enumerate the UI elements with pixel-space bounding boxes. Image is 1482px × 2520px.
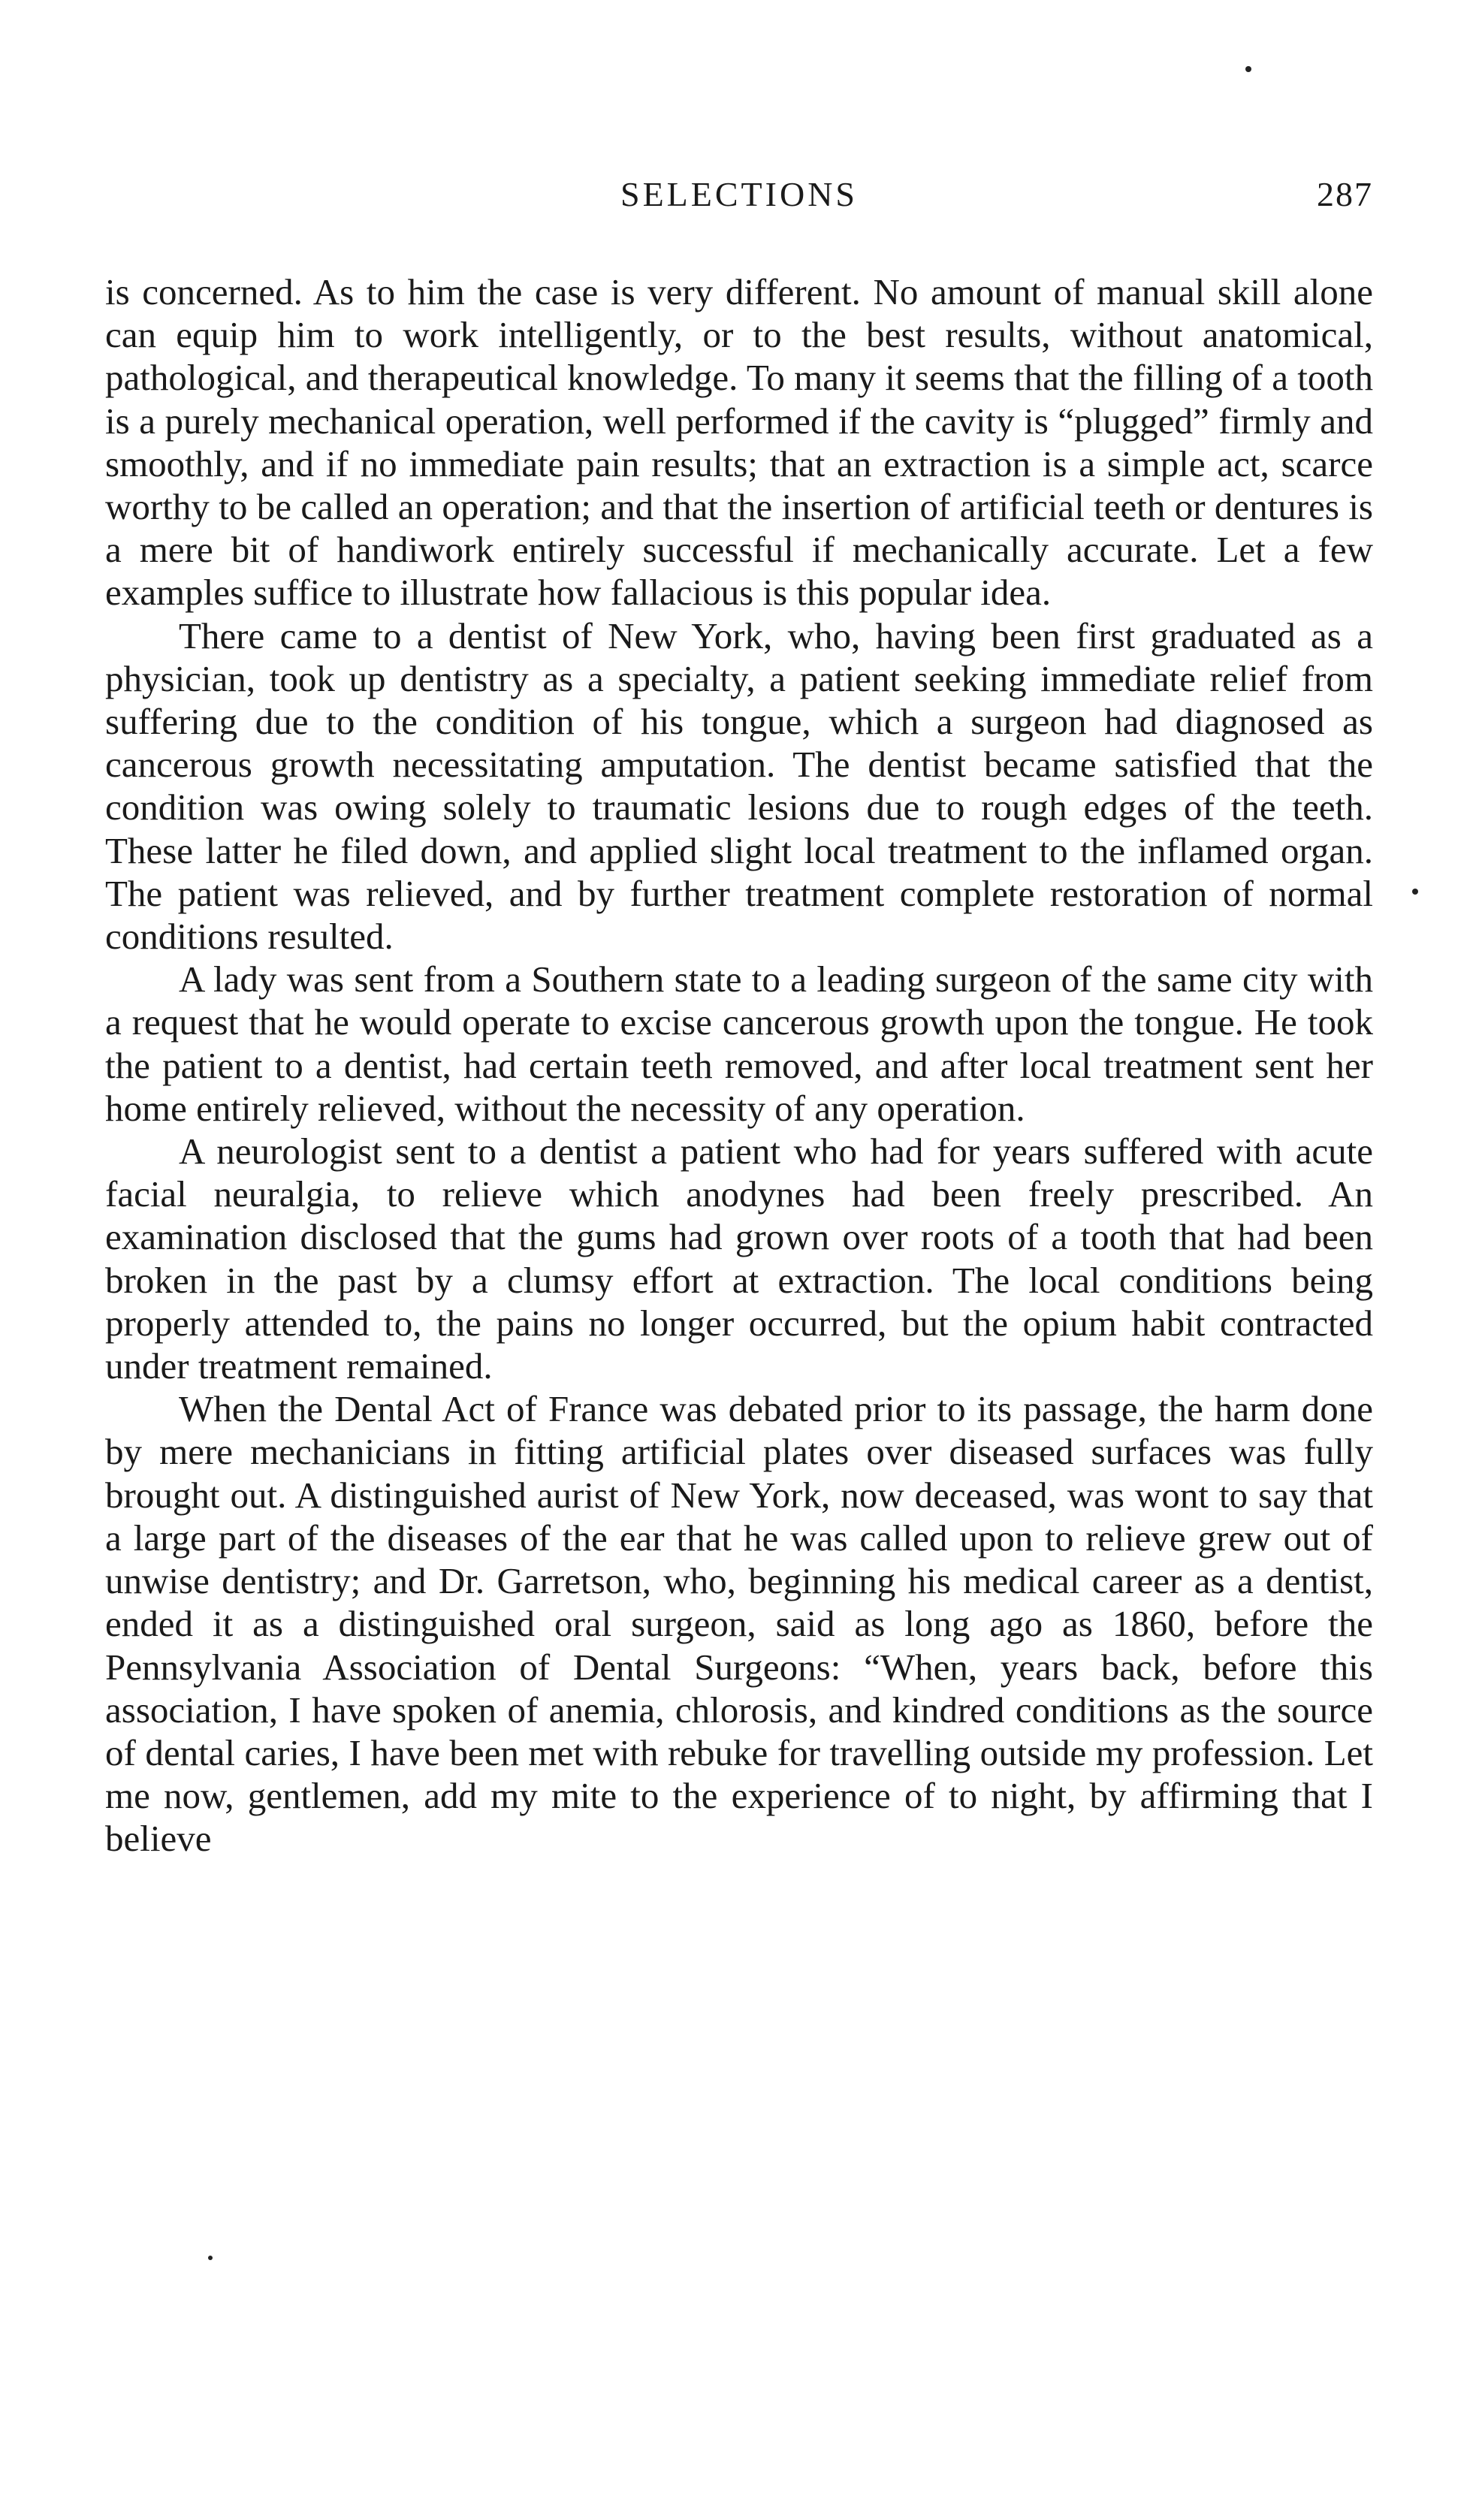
ink-speck: [208, 2256, 213, 2260]
running-title: SELECTIONS: [620, 175, 858, 213]
paragraph: A neurologist sent to a dentist a patient who had for years suffered with acute facial neuralgia, to relieve which anodynes had been freely prescribed. An examination disclosed that the gums had grown over roots of a tooth that had been broken in the past by a clumsy effort at extraction. The local conditions being properly attended to, the pains no longer occurred, but the opium habit contracted under treatment remained.: [105, 1130, 1373, 1387]
ink-speck: [1245, 66, 1251, 72]
paragraph: is concerned. As to him the case is very different. No amount of manual skill alone can equip him to work intelligently, or to the best results, without anatomical, pathological, and therapeutical knowledge. To many it seems that the filling of a tooth is a purely mechanical operation, well performed if the cavity is “plugged” firmly and smoothly, and if no immediate pain results; that an extraction is a simple act, scarce worthy to be called an operation; and that the insertion of artificial teeth or dentures is a mere bit of handiwork entirely successful if mechanically accurate. Let a few examples suffice to illustrate how fallacious is this popular idea.: [105, 271, 1373, 614]
ink-speck: [1412, 889, 1418, 895]
paragraph: When the Dental Act of France was debated prior to its passage, the harm done by mere mechanicians in fitting artificial plates over diseased surfaces was fully brought out. A distinguished aurist of New York, now deceased, was wont to say that a large part of the diseases of the ear that he was called upon to relieve grew out of unwise dentistry; and Dr. Garretson, who, beginning his medical career as a dentist, ended it as a distinguished oral surgeon, said as long ago as 1860, before the Pennsylvania Association of Dental Surgeons: “When, years back, before this association, I have spoken of anemia, chlorosis, and kindred conditions as the source of dental caries, I have been met with rebuke for travelling outside my profession. Let me now, gentlemen, add my mite to the experience of to night, by affirming that I believe: [105, 1388, 1373, 1860]
page-number: 287: [1317, 175, 1373, 213]
page-header: [105, 174, 1373, 227]
body-text: [105, 270, 1373, 1861]
paragraph: A lady was sent from a Southern state to a leading surgeon of the same city with a request that he would operate to excise cancerous growth upon the tongue. He took the patient to a dentist, had certain teeth removed, and after local treatment sent her home entirely relieved, without the necessity of any operation.: [105, 958, 1373, 1129]
paragraph: There came to a dentist of New York, who, having been first graduated as a physician, took up dentistry as a specialty, a patient seeking immediate relief from suffering due to the condition of his tongue, which a surgeon had diagnosed as cancerous growth necessitating amputation. The dentist became satisfied that the condition was owing solely to traumatic lesions due to rough edges of the teeth. These latter he filed down, and applied slight local treatment to the inflamed organ. The patient was relieved, and by further treatment complete restoration of normal conditions resulted.: [105, 614, 1373, 958]
